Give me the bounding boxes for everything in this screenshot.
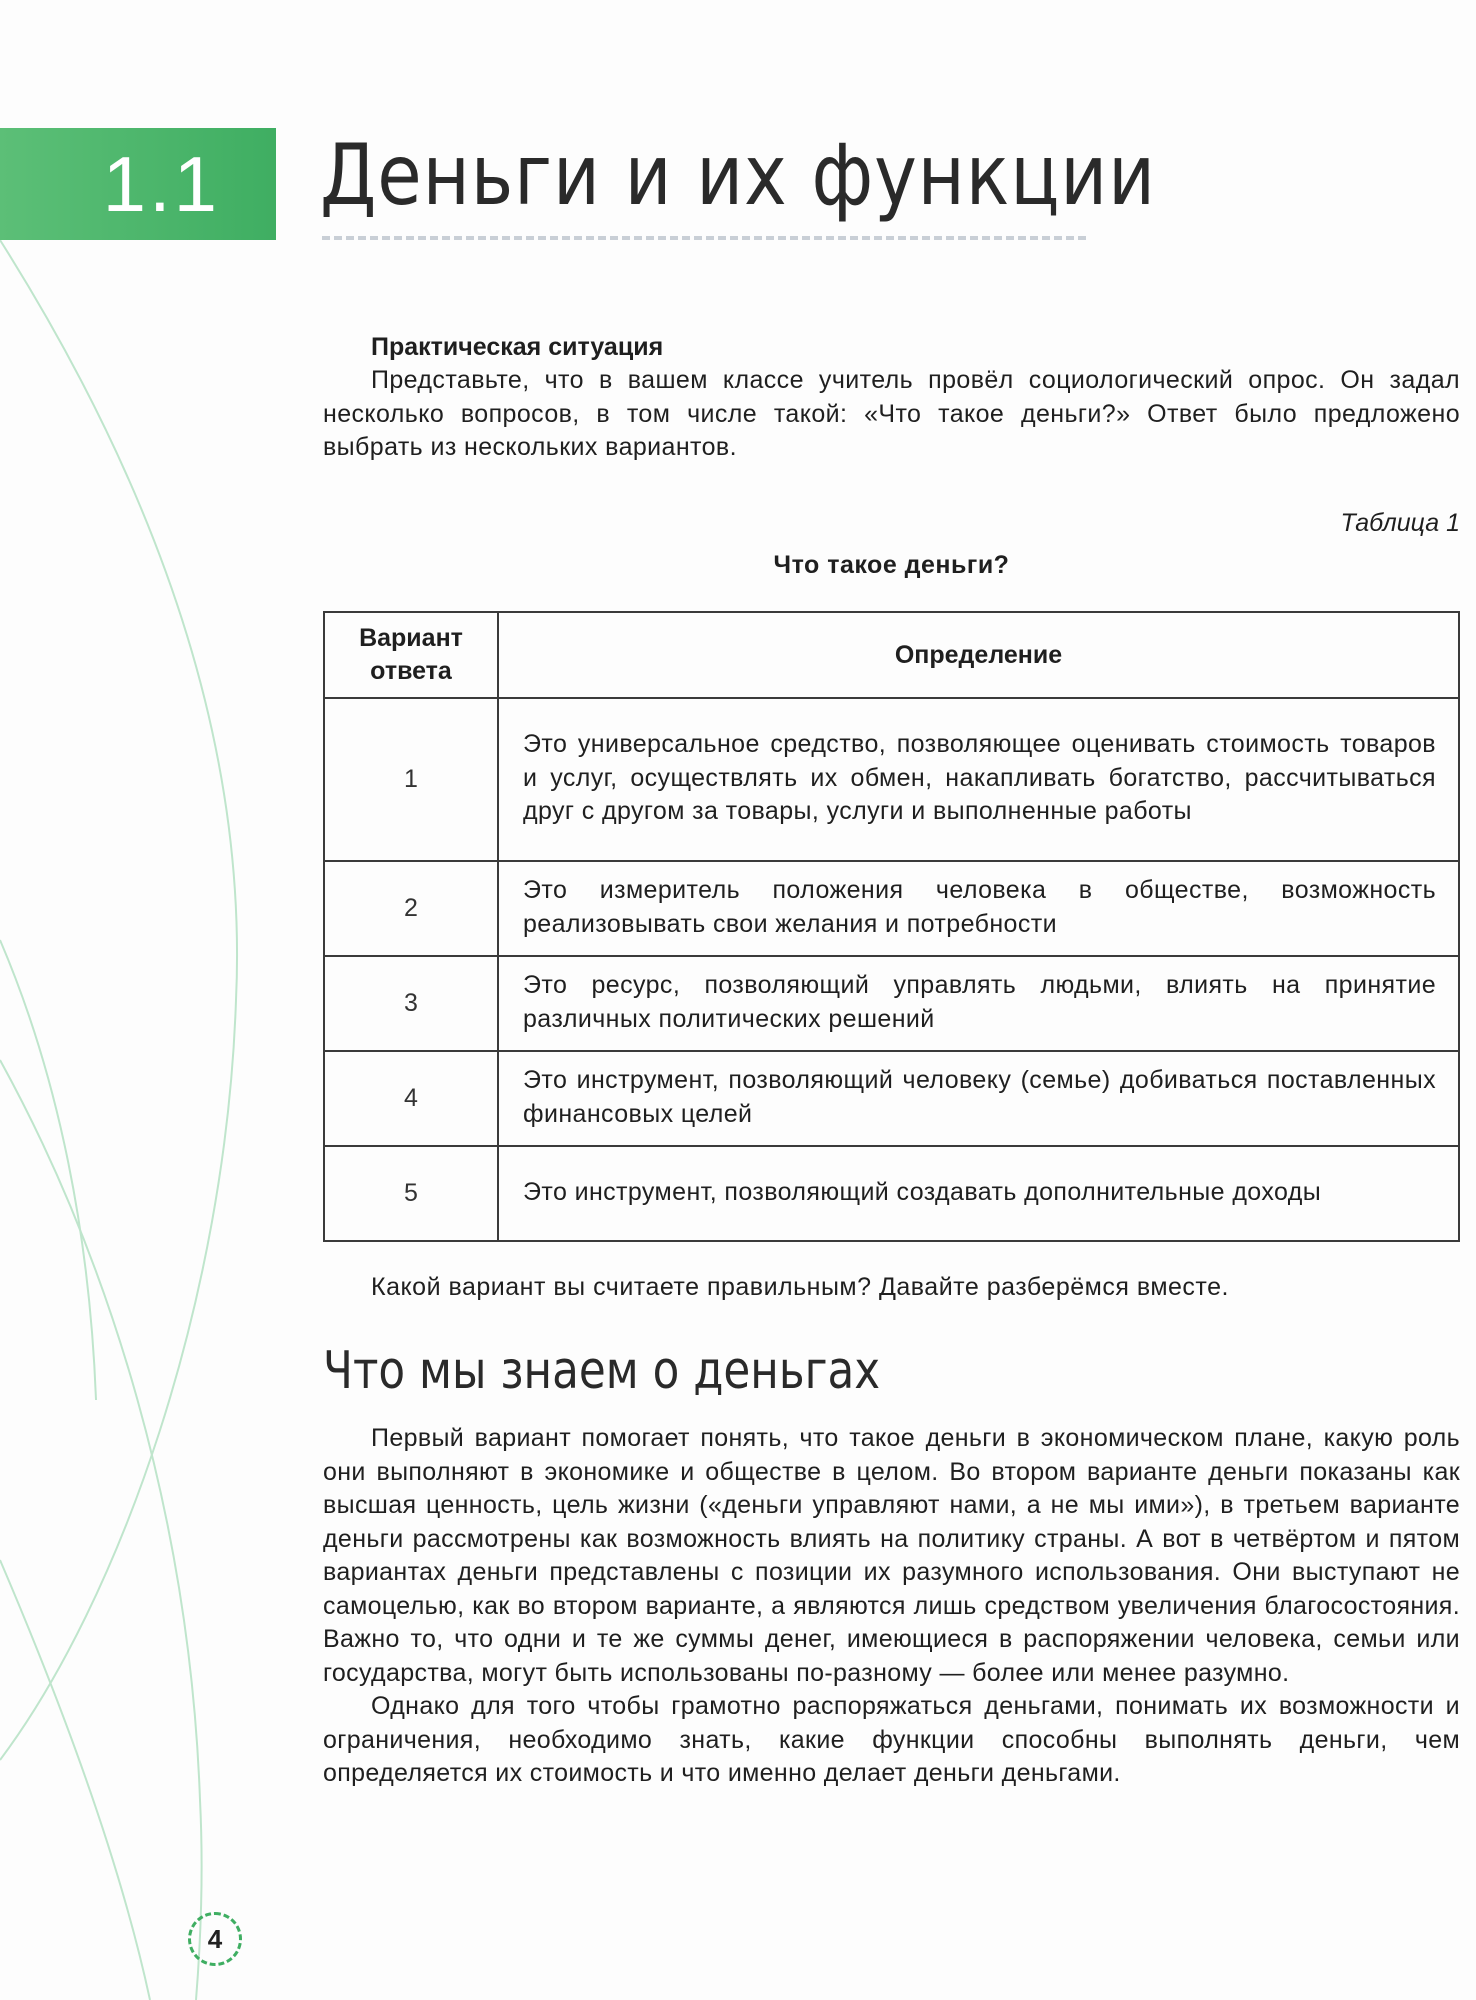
table-header-row bbox=[324, 612, 1459, 698]
table-row bbox=[324, 861, 1459, 956]
variant-definition: Это измеритель положения человека в обществе, возможность реализовывать свои желания и потребности bbox=[498, 861, 1459, 956]
money-definitions-table bbox=[323, 611, 1460, 1242]
discussion-question: Какой вариант вы считаете правильным? Давайте разберёмся вместе. bbox=[371, 1273, 1229, 1301]
chapter-title: Деньги и их функции bbox=[320, 126, 1156, 224]
variant-number: 5 bbox=[324, 1146, 498, 1241]
variant-definition: Это инструмент, позволяющий человеку (семье) добиваться поставленных финансовых целей bbox=[498, 1051, 1459, 1146]
table-row bbox=[324, 1146, 1459, 1241]
column-header-variant: Вариант ответа bbox=[324, 612, 498, 698]
column-header-definition: Определение bbox=[498, 612, 1459, 698]
table-row bbox=[324, 1051, 1459, 1146]
variant-definition: Это инструмент, позволяющий создавать дополнительные доходы bbox=[498, 1146, 1459, 1241]
section-body bbox=[323, 1422, 1460, 1791]
variant-definition: Это универсальное средство, позволяющее оценивать стоимость товаров и услуг, осуществлять их обмен, накапливать богатство, рассчитываться друг с другом за товары, услуги и выполненные работы bbox=[498, 698, 1459, 861]
section-number-badge: 1.1 bbox=[0, 128, 276, 240]
page-number: 4 bbox=[188, 1912, 242, 1966]
practice-heading: Практическая ситуация bbox=[371, 333, 664, 361]
practice-situation bbox=[323, 330, 1460, 465]
table-row bbox=[324, 956, 1459, 1051]
body-paragraph: Первый вариант помогает понять, что такое деньги в экономическом плане, какую роль они выполняют в экономике и обществе в целом. Во втором варианте деньги показаны как высшая ценность, цель жизни («деньги управляют нами, а не мы ими»), в третьем варианте деньги рассмотрены как возможность влиять на политику страны. А вот в четвёртом и пятом вариантах деньги представлены с позиции их разумного использования. Они выступают не самоцелью, как во втором варианте, а являются лишь средством увеличения благосостояния. Важно то, что одни и те же суммы денег, имеющиеся в распоряжении человека, семьи или государства, могут быть использованы по-разному — более или менее разумно. bbox=[323, 1424, 1460, 1687]
body-paragraph: Однако для того чтобы грамотно распоряжаться деньгами, понимать их возможности и ограничения, необходимо знать, какие функции способны выполнять деньги, чем определяется их стоимость и что именно делает деньги деньгами. bbox=[323, 1692, 1460, 1787]
variant-number: 4 bbox=[324, 1051, 498, 1146]
practice-text: Представьте, что в вашем классе учитель провёл социологический опрос. Он задал несколько вопросов, в том числе такой: «Что такое деньги?» Ответ было предложено выбрать из нескольких вариантов. bbox=[323, 366, 1460, 461]
table-title: Что такое деньги? bbox=[773, 551, 1010, 579]
variant-definition: Это ресурс, позволяющий управлять людьми, влиять на принятие различных политических решений bbox=[498, 956, 1459, 1051]
variant-number: 2 bbox=[324, 861, 498, 956]
variant-number: 3 bbox=[324, 956, 498, 1051]
table-row bbox=[324, 698, 1459, 861]
variant-number: 1 bbox=[324, 698, 498, 861]
section-heading: Что мы знаем о деньгах bbox=[323, 1341, 881, 1401]
title-underline bbox=[322, 236, 1086, 240]
table-caption: Таблица 1 bbox=[1340, 509, 1460, 537]
